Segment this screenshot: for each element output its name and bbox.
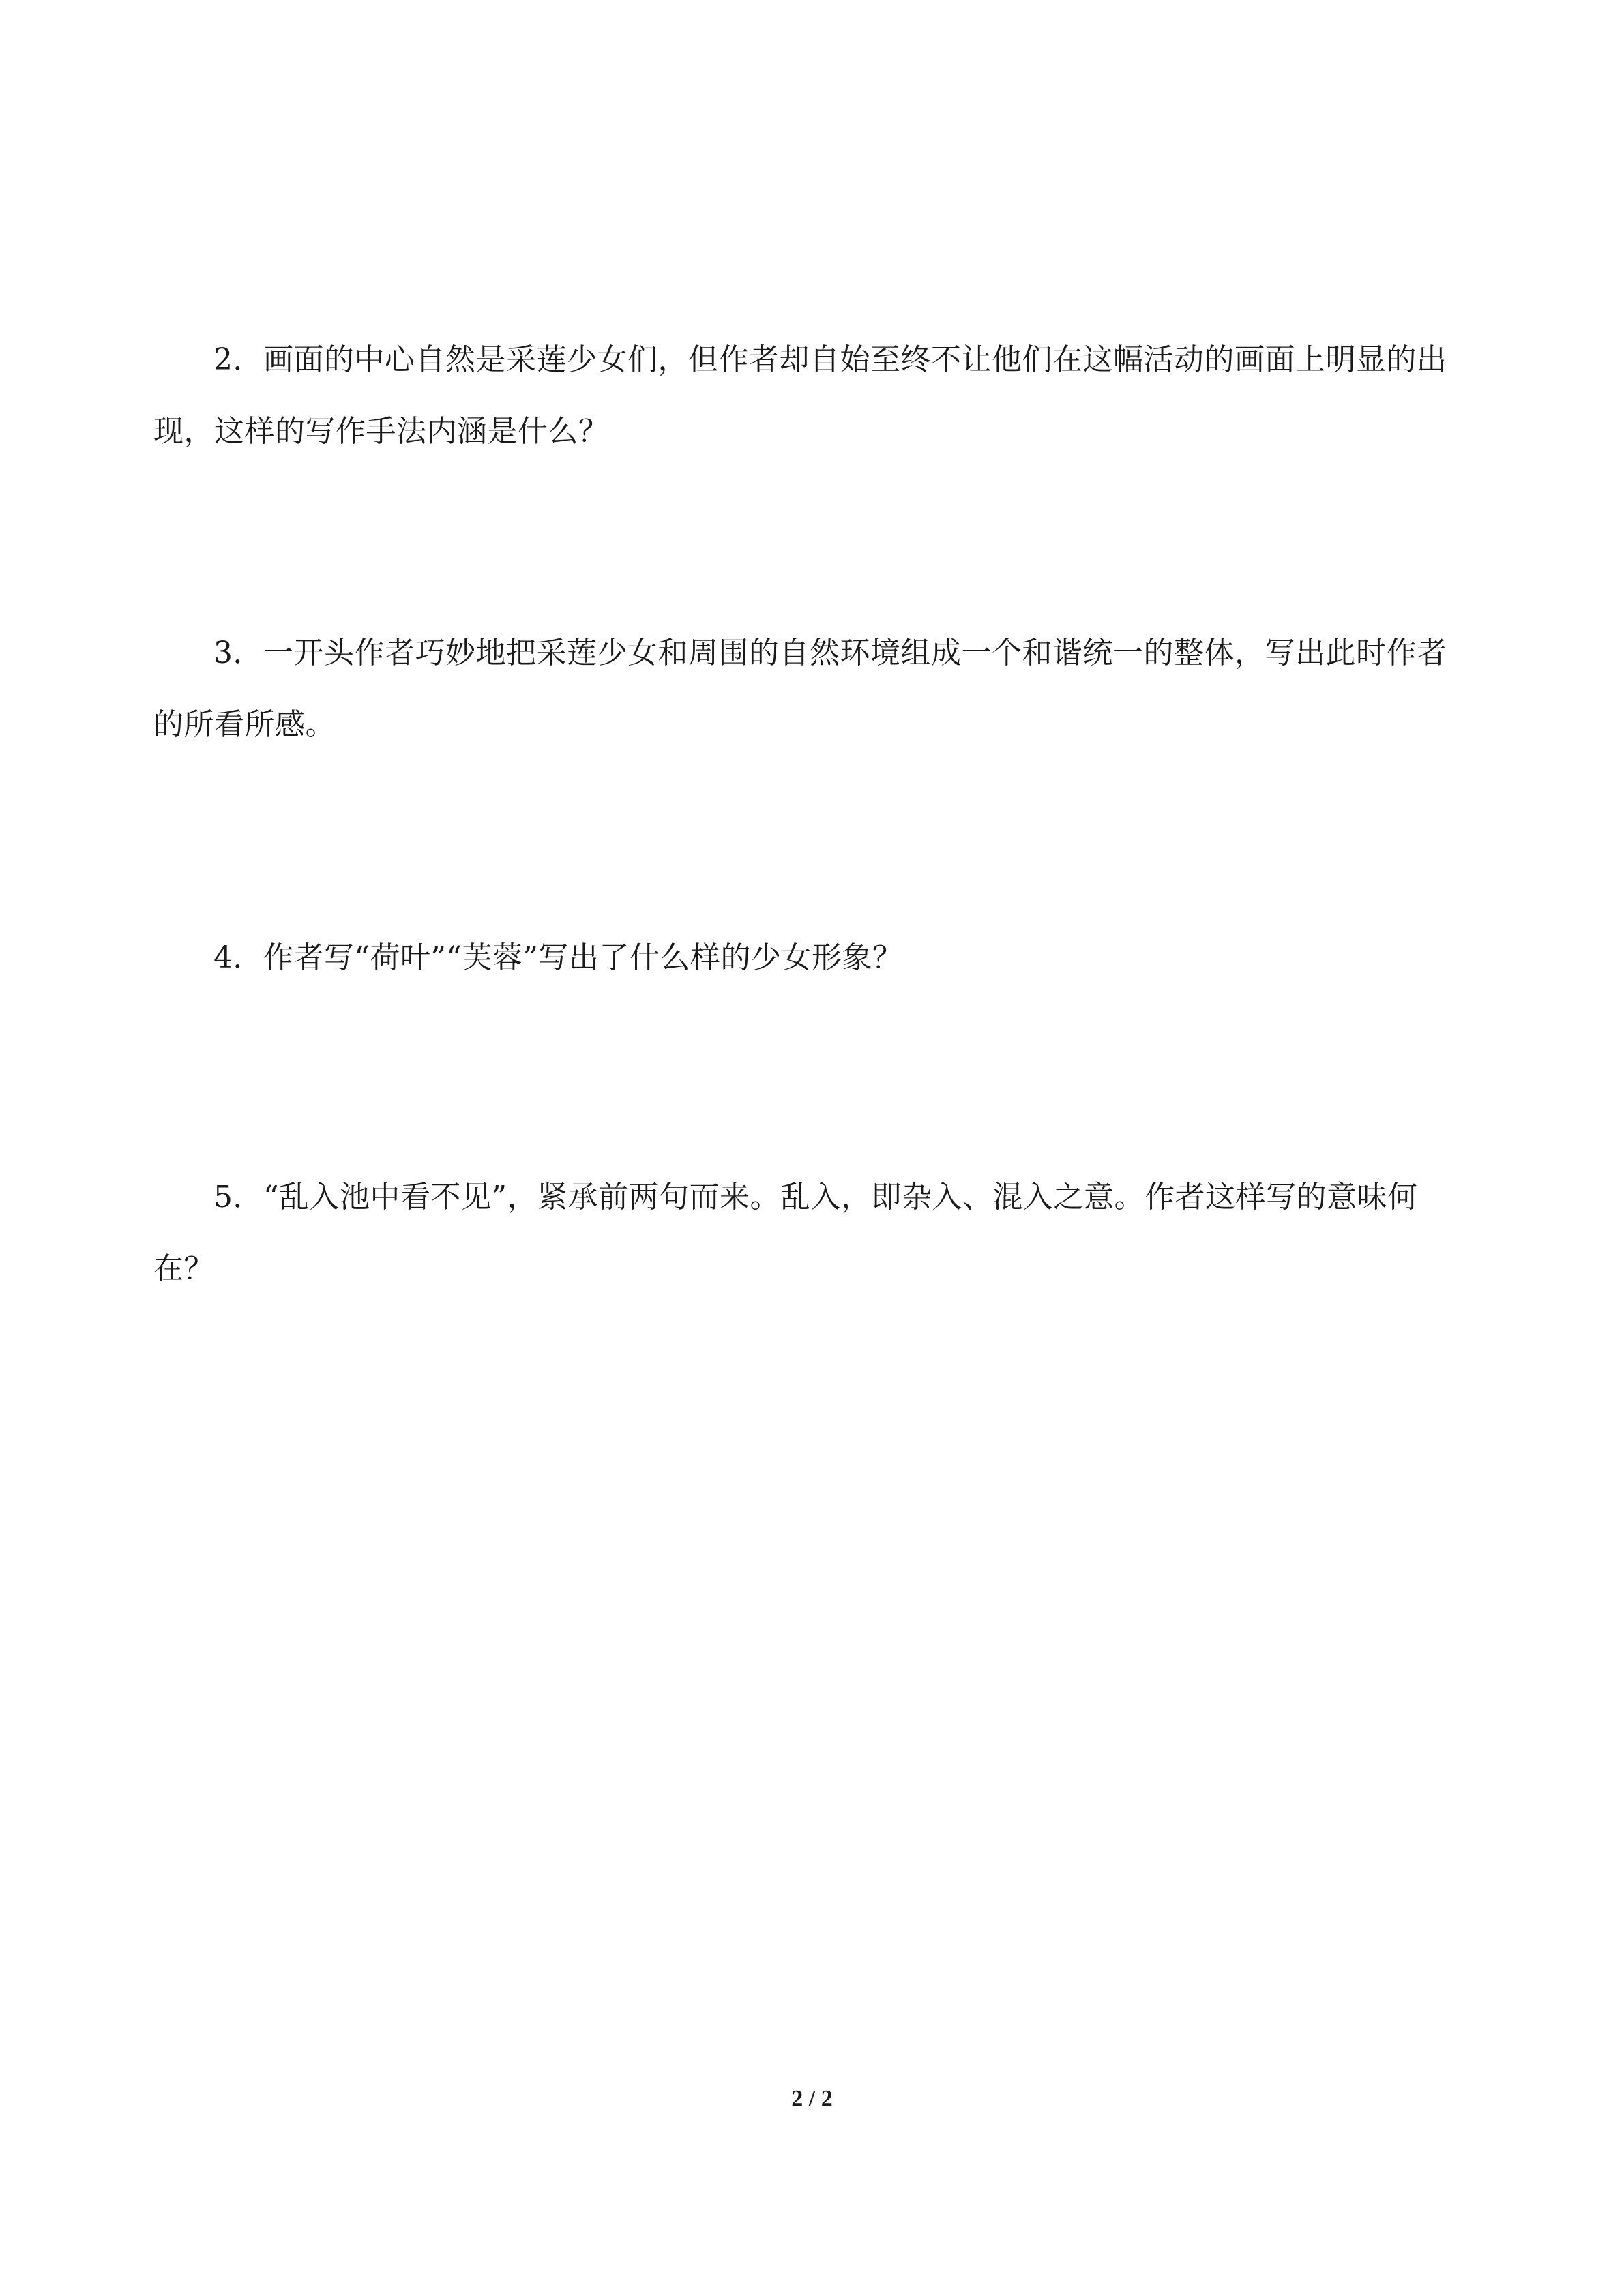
question-3: 3．一开头作者巧妙地把采莲少女和周围的自然环境组成一个和谐统一的整体，写出此时作者的所看所感。 bbox=[153, 636, 1447, 742]
page-number: 2 / 2 bbox=[791, 2086, 833, 2111]
question-5: 5．“乱入池中看不见”，紧承前两句而来。乱入，即杂入、混入之意。作者这样写的意味何在？ bbox=[153, 1180, 1418, 1286]
question-2: 2．画面的中心自然是采莲少女们，但作者却自始至终不让他们在这幅活动的画面上明显的出现，这样的写作手法内涵是什么？ bbox=[153, 342, 1447, 449]
question-4: 4．作者写“荷叶”“芙蓉”写出了什么样的少女形象？ bbox=[213, 940, 903, 975]
